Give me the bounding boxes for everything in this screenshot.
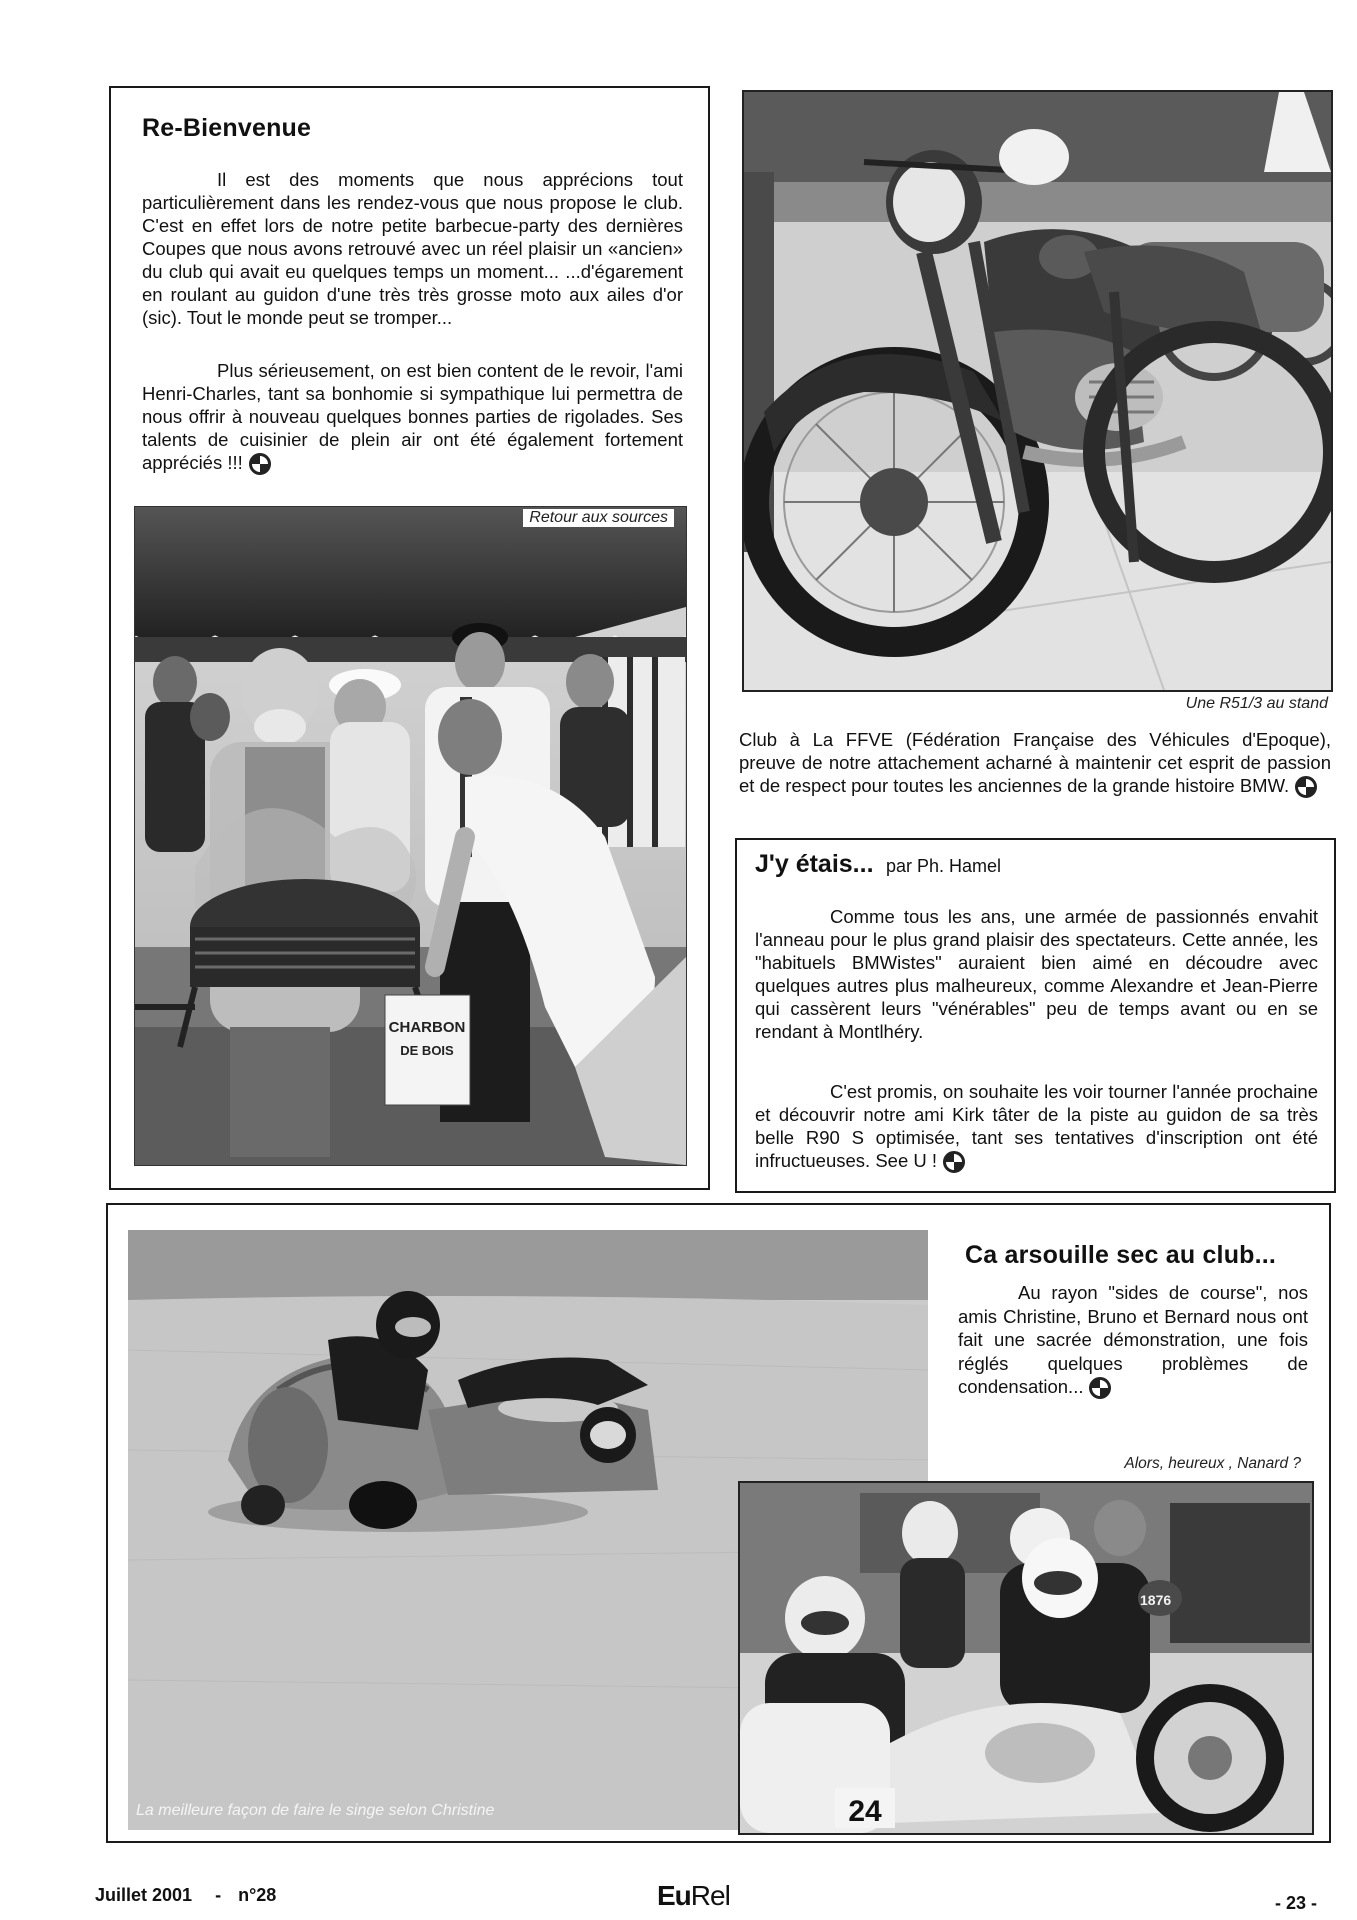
photo-caption: La meilleure façon de faire le singe selon Christine (136, 1802, 495, 1819)
paddock-photo-graphic (740, 1483, 1312, 1833)
race-number: 24 (848, 1795, 882, 1828)
article-paragraph (755, 1080, 1318, 1173)
article-re-bienvenue (109, 86, 710, 1190)
article-title: Ca arsouille sec au club... (965, 1241, 1277, 1269)
footer-date-text: Juillet 2001 (95, 1885, 193, 1905)
footer-date (95, 1885, 276, 1906)
article-paragraph (142, 359, 683, 475)
article-header (755, 850, 1001, 879)
bike-number-plate: 1876 (1140, 1592, 1172, 1608)
charcoal-bag-label: DE BOIS (400, 1043, 454, 1058)
bmw-logo-icon (943, 1151, 965, 1173)
article-ca-arsouille (106, 1203, 1331, 1843)
photo-caption: Une R51/3 au stand (1185, 695, 1328, 712)
article-title: J'y étais... (755, 850, 874, 878)
footer-issue: n°28 (238, 1885, 277, 1905)
magazine-logo (657, 1880, 730, 1912)
article-paragraph-text: Au rayon "sides de course", nos amis Christine, Bruno et Bernard nous ont fait une sacrée démonstration, une fois réglés quelques problèmes de condensation... (958, 1282, 1308, 1397)
photo-caption: Retour aux sources (523, 509, 674, 527)
logo-part: Rel (690, 1880, 730, 1911)
article-title: Re-Bienvenue (142, 114, 312, 142)
bmw-logo-icon (249, 453, 271, 475)
logo-part: Eu (657, 1880, 691, 1911)
barbecue-photo-graphic (135, 507, 686, 1165)
page-number: - 23 - (1275, 1893, 1318, 1913)
photo-sidecar-paddock (738, 1481, 1314, 1835)
motorcycle-photo-graphic (744, 92, 1331, 690)
article-paragraph (958, 1281, 1308, 1399)
bmw-logo-icon (1089, 1377, 1111, 1399)
article-paragraph: Il est des moments que nous apprécions tout particulièrement dans les rendez-vous que nous propose le club. C'est en effet lors de notre petite barbecue-party des dernières Coupes que nous avons retrouvé avec un réel plaisir un «ancien» du club qui avait eu quelques temps un moment... ...d'égarement en roulant au guidon d'une très très grosse moto aux ailes d'or (sic). Tout le monde peut se tromper... (142, 169, 683, 328)
bmw-logo-icon (1295, 776, 1317, 798)
article-jy-etais (735, 838, 1336, 1193)
article-paragraph-text: Plus sérieusement, on est bien content de le revoir, l'ami Henri-Charles, tant sa bonhomie si sympathique lui permettra de nous offrir à nouveau quelques bonnes parties de rigolades. Ses talents de cuisinier de plein air ont été également fortement appréciés !!! (142, 360, 683, 473)
article-continuation (739, 728, 1331, 798)
article-author: par Ph. Hamel (885, 856, 1002, 876)
photo-caption: Alors, heureux , Nanard ? (1124, 1455, 1301, 1472)
charcoal-bag-label: CHARBON (388, 1019, 466, 1036)
article-paragraph-text: C'est promis, on souhaite les voir tourner l'année prochaine et découvrir notre ami Kirk tâter de la piste au guidon de sa très belle R90 S optimisée, tant ses tentatives d'inscription ont été infructueuses. See U ! (755, 1081, 1318, 1171)
article-paragraph: Comme tous les ans, une armée de passionnés envahit l'anneau pour le plus grand plaisir des spectateurs. Cette année, les "habituels BMWistes" auraient bien aimé en découdre avec quelques autres plus malheureux, comme Alexandre et Jean-Pierre qui cassèrent leurs "vénérables" peu de temps avant ou en se rendant à Montlhéry. (755, 906, 1318, 1042)
photo-r51-3 (742, 90, 1333, 692)
photo-barbecue (134, 506, 687, 1166)
footer-dash: - (215, 1885, 222, 1905)
continuation-text: Club à La FFVE (Fédération Française des Véhicules d'Epoque), preuve de notre attachement acharné à maintenir cet esprit de passion et de respect pour toutes les anciennes de la grande histoire BMW. (739, 729, 1331, 796)
